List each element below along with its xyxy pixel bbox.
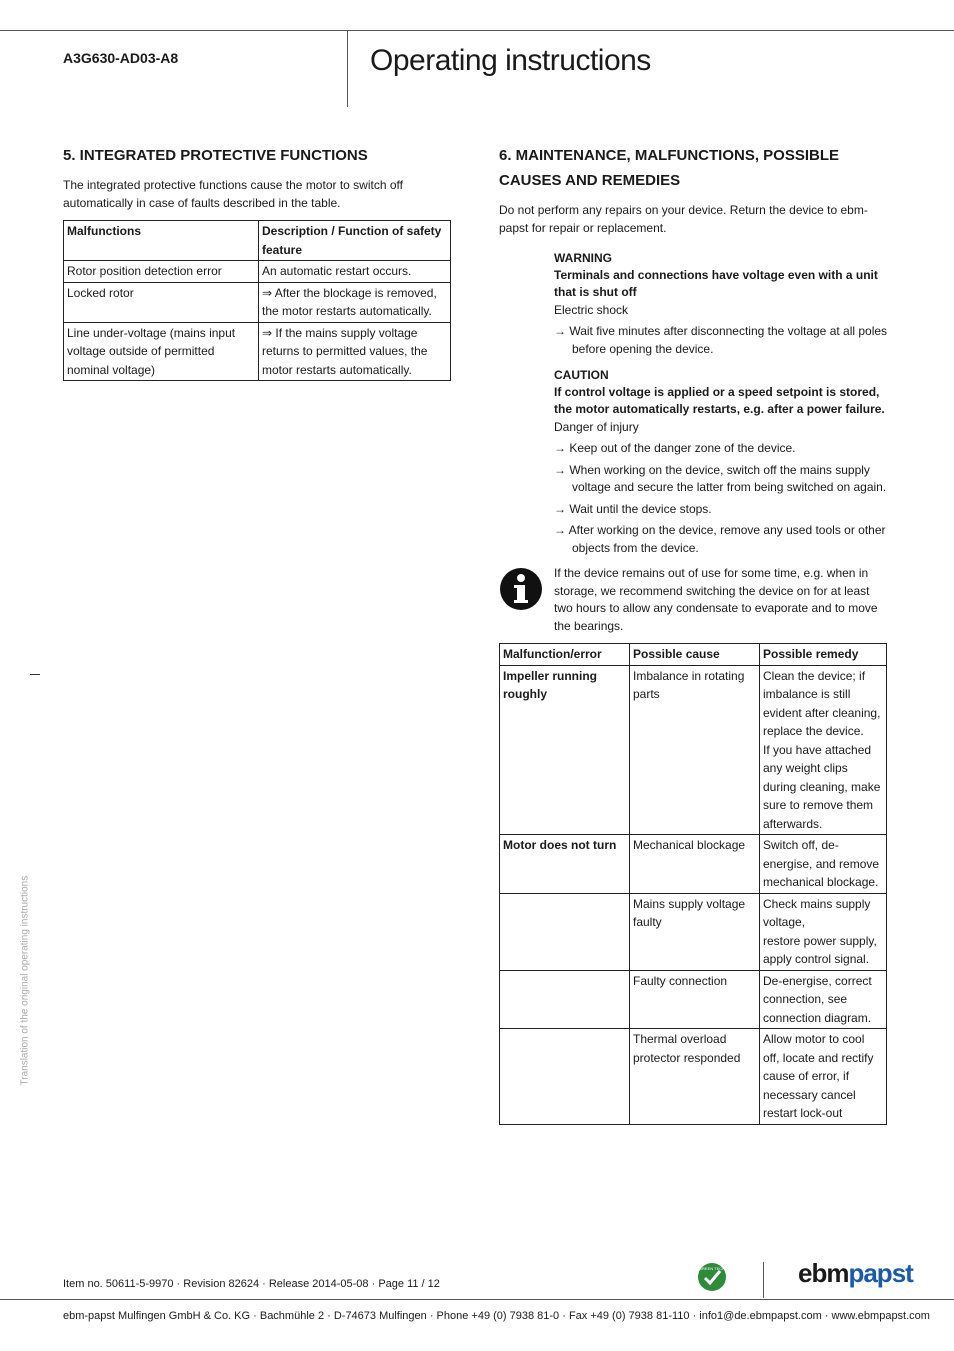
section-5-intro: The integrated protective functions cause the motor to switch off automatically in case of faults described in the table. [63, 178, 403, 210]
table-cell: Mechanical blockage [630, 835, 760, 894]
table-cell: Impeller running roughly [500, 665, 630, 835]
logo-divider [763, 1262, 764, 1298]
table-cell: Motor does not turn [500, 835, 630, 894]
caution-notice [554, 366, 889, 557]
table-cell: Faulty connection [630, 970, 760, 1029]
malfunction-table [499, 643, 887, 1125]
info-note [499, 565, 889, 635]
header-divider [347, 30, 348, 107]
section-maintenance [499, 143, 889, 1125]
table-cell [500, 1029, 630, 1125]
company-info: ebm-papst Mulfingen GmbH & Co. KG · Bachmühle 2 · D-74673 Mulfingen · Phone +49 (0) 7938 81-0 · Fax +49 (0) 7938 81-110 · info1@de.ebmpapst.com · www.ebmpapst.com [63, 1310, 930, 1322]
table-cell: Check mains supply voltage, restore power supply, apply control signal. [760, 893, 887, 970]
table-cell: Rotor position detection error [64, 261, 259, 283]
table-header: Malfunction/error [500, 644, 630, 666]
table-cell [500, 970, 630, 1029]
table-row [500, 665, 887, 835]
table-row [64, 322, 451, 381]
logo-papst: papst [848, 1258, 913, 1288]
table-cell: Clean the device; if imbalance is still evident after cleaning, replace the device. If you have attached any weight clips during cleaning, make sure to remove them afterwards. [760, 665, 887, 835]
table-cell: Locked rotor [64, 282, 259, 322]
warning-statement: Terminals and connections have voltage even with a unit that is shut off [554, 268, 878, 299]
table-cell: Line under-voltage (mains input voltage outside of permitted nominal voltage) [64, 322, 259, 381]
table-row [500, 835, 887, 894]
caution-label: CAUTION [554, 368, 609, 382]
table-row [64, 261, 451, 283]
caution-instruction: → After working on the device, remove any used tools or other objects from the device. [554, 523, 886, 555]
protective-functions-table [63, 220, 451, 381]
table-header: Malfunctions [64, 221, 259, 261]
warning-hazard: Electric shock [554, 303, 629, 317]
section-6-intro: Do not perform any repairs on your device. Return the device to ebm-papst for repair or replacement. [499, 203, 868, 235]
table-cell: Allow motor to cool off, locate and rectify cause of error, if necessary cancel restart lock-out [760, 1029, 887, 1125]
logo-ebm: ebm [798, 1258, 849, 1288]
table-row [64, 282, 451, 322]
table-cell: Mains supply voltage faulty [630, 893, 760, 970]
header-top-rule [0, 30, 954, 31]
table-header: Possible remedy [760, 644, 887, 666]
section-6-heading: 6. MAINTENANCE, MALFUNCTIONS, POSSIBLE CAUSES AND REMEDIES [499, 147, 840, 189]
warning-instruction: → Wait five minutes after disconnecting the voltage at all poles before opening the device. [554, 324, 888, 356]
badge-text: GREEN TECH [698, 1266, 726, 1271]
model-number: A3G630-AD03-A8 [63, 50, 179, 66]
table-header: Description / Function of safety feature [259, 221, 451, 261]
table-row [500, 970, 887, 1029]
table-header-row [64, 221, 451, 261]
table-cell: De-energise, correct connection, see connection diagram. [760, 970, 887, 1029]
item-info: Item no. 50611-5-9970 · Revision 82624 · Release 2014-05-08 · Page 11 / 12 [63, 1278, 440, 1290]
table-cell: Thermal overload protector responded [630, 1029, 760, 1125]
table-cell: Switch off, de-energise, and remove mechanical blockage. [760, 835, 887, 894]
green-tech-badge-icon [697, 1262, 727, 1292]
caution-instruction: → Keep out of the danger zone of the device. [554, 441, 796, 455]
caution-statement: If control voltage is applied or a speed setpoint is stored, the motor automatically restarts, e.g. after a power failure. [554, 385, 885, 416]
table-header-row [500, 644, 887, 666]
table-cell [500, 893, 630, 970]
section-5-heading: 5. INTEGRATED PROTECTIVE FUNCTIONS [63, 147, 368, 164]
footer-rule [0, 1299, 954, 1300]
table-cell: An automatic restart occurs. [259, 261, 451, 283]
warning-notice [554, 249, 889, 358]
table-cell: ⇒ If the mains supply voltage returns to permitted values, the motor restarts automatically. [259, 322, 451, 381]
table-header: Possible cause [630, 644, 760, 666]
table-row [500, 1029, 887, 1125]
caution-hazard: Danger of injury [554, 420, 639, 434]
fold-mark [30, 674, 40, 675]
table-cell: ⇒ After the blockage is removed, the motor restarts automatically. [259, 282, 451, 322]
section-integrated-protective-functions [63, 143, 451, 381]
info-text: If the device remains out of use for some time, e.g. when in storage, we recommend switching the device on for at least two hours to allow any condensate to evaporate and to move the bearings. [554, 566, 878, 633]
ebmpapst-logo [798, 1258, 913, 1289]
translation-note: Translation of the original operating instructions [19, 875, 31, 1086]
table-cell: Imbalance in rotating parts [630, 665, 760, 835]
caution-instruction: → When working on the device, switch off the mains supply voltage and secure the latter from being switched on again. [554, 462, 887, 494]
page-title: Operating instructions [370, 44, 651, 77]
warning-label: WARNING [554, 251, 612, 265]
table-row [500, 893, 887, 970]
caution-instruction: → Wait until the device stops. [554, 501, 712, 516]
info-icon [499, 567, 543, 611]
